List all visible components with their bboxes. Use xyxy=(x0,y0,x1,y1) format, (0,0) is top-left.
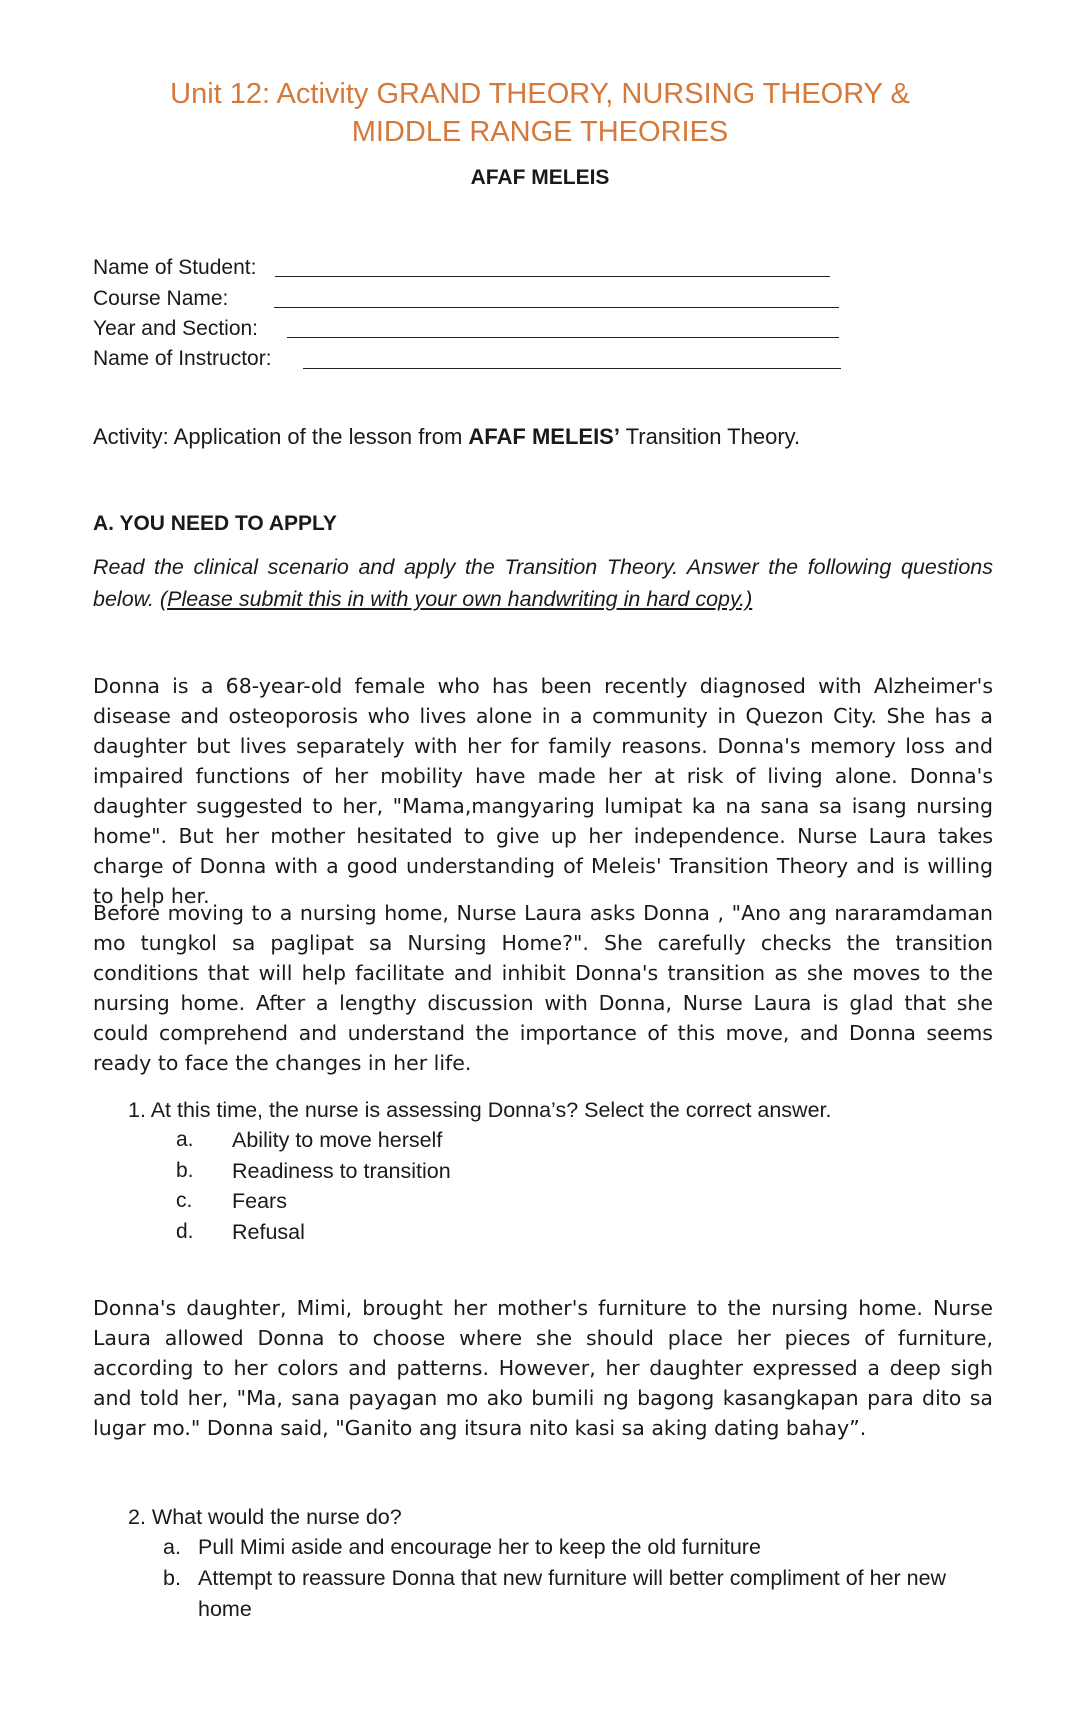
instruction-text: Read the clinical scenario and apply the Transition Theory. Answer the following questions below. ( xyxy=(93,555,993,611)
q2-option-text: Attempt to reassure Donna that new furniture will better compliment of her new home xyxy=(198,1566,947,1621)
page-subtitle: AFAF MELEIS xyxy=(470,166,610,189)
scenario-paragraph-3: Donna's daughter, Mimi, brought her mother's furniture to the nursing home. Nurse Laura allowed Donna to choose where she should place her pieces of furniture, according to her colors and patterns. However, her daughter expressed a deep sigh and told her, "Ma, sana payagan mo ako bumili ng bagong kasangkapan para dito sa lugar mo." Donna said, "Ganito ang itsura nito kasi sa aking dating bahay”. xyxy=(93,1296,993,1440)
course-name-label: Course Name: xyxy=(93,287,229,310)
instruction-note: Please submit this in with your own handwriting in hard copy.) xyxy=(167,587,753,611)
scenario-paragraph-2: Before moving to a nursing home, Nurse Laura asks Donna , "Ano ang nararamdaman mo tungkol sa paglipat sa Nursing Home?". She carefully checks the transition conditions that will help facilitate and inhibit Donna's transition as she moves to the nursing home. After a lengthy discussion with Donna, Nurse Laura is glad that she could comprehend and understand the importance of this move, and Donna seems ready to face the changes in her life. xyxy=(93,901,993,1075)
q2-option xyxy=(163,1563,999,1625)
q1-option-letter: a. xyxy=(176,1128,194,1151)
q1-option-text: Fears xyxy=(232,1189,287,1213)
year-section-line[interactable] xyxy=(287,337,839,338)
question-1: 1. At this time, the nurse is assessing Donna’s? Select the correct answer. xyxy=(128,1098,832,1122)
q1-option-letter: d. xyxy=(176,1220,194,1243)
course-name-line[interactable] xyxy=(274,307,839,308)
question-2: 2. What would the nurse do? xyxy=(128,1505,402,1529)
page-title-line2: MIDDLE RANGE THEORIES xyxy=(351,116,729,148)
q1-option-letter: b. xyxy=(176,1159,194,1182)
q1-option-text: Ability to move herself xyxy=(232,1128,443,1152)
instructor-name-label: Name of Instructor: xyxy=(93,347,272,370)
activity-suffix: Transition Theory. xyxy=(619,424,801,449)
year-section-label: Year and Section: xyxy=(93,317,259,340)
q2-option-text: Pull Mimi aside and encourage her to keep the old furniture xyxy=(198,1535,761,1559)
scenario-paragraph-1: Donna is a 68-year-old female who has been recently diagnosed with Alzheimer's disease and osteoporosis who lives alone in a community in Quezon City. She has a daughter but lives separately with her for family reasons. Donna's memory loss and impaired functions of her mobility have made her at risk of living alone. Donna's daughter suggested to her, "Mama,mangyaring lumipat ka na sana sa isang nursing home". But her mother hesitated to give up her independence. Nurse Laura takes charge of Donna with a good understanding of Meleis' Transition Theory and is willing to help her. xyxy=(93,674,993,908)
name-of-student-line[interactable] xyxy=(275,276,830,277)
instructor-name-line[interactable] xyxy=(303,368,841,369)
activity-description xyxy=(93,424,800,450)
q1-option-text: Readiness to transition xyxy=(232,1159,451,1183)
q1-option-letter: c. xyxy=(176,1189,193,1212)
section-a-instruction xyxy=(93,551,993,615)
name-of-student-label: Name of Student: xyxy=(93,256,257,279)
q2-option-letter: b. xyxy=(163,1566,181,1590)
page-title-line1: Unit 12: Activity GRAND THEORY, NURSING THEORY & xyxy=(170,78,910,110)
section-a-heading: A. YOU NEED TO APPLY xyxy=(93,512,337,535)
activity-prefix: Activity: Application of the lesson from xyxy=(93,424,469,449)
q2-option-letter: a. xyxy=(163,1535,181,1559)
q1-option-text: Refusal xyxy=(232,1220,305,1244)
activity-author: AFAF MELEIS’ xyxy=(468,424,620,449)
q2-option xyxy=(163,1532,999,1563)
